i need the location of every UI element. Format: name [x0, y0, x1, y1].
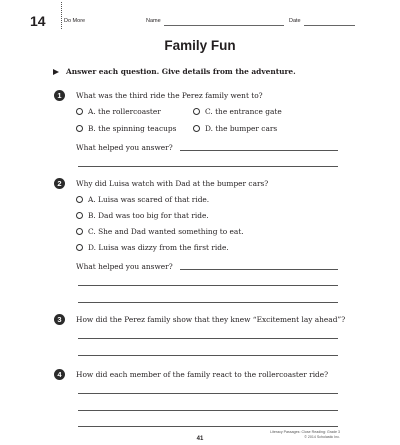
question-3-number: 3	[54, 314, 65, 325]
q1-helped-prompt: What helped you answer?	[76, 143, 173, 152]
question-2-number: 2	[54, 178, 65, 189]
radio-icon[interactable]	[76, 244, 83, 251]
radio-icon[interactable]	[76, 125, 83, 132]
q4-answer-line[interactable]	[78, 426, 338, 427]
instructions-text: Answer each question. Give details from the adventure.	[66, 67, 296, 76]
q3-answer-line[interactable]	[78, 355, 338, 356]
q1-option-d[interactable]: D. the bumper cars	[193, 124, 277, 133]
q1-answer-line[interactable]	[78, 166, 338, 167]
q1-answer-line[interactable]	[180, 150, 338, 151]
question-2-text: Why did Luisa watch with Dad at the bumper cars?	[76, 179, 269, 188]
radio-icon[interactable]	[193, 108, 200, 115]
q2-helped-prompt: What helped you answer?	[76, 262, 173, 271]
q1-option-c[interactable]: C. the entrance gate	[193, 107, 282, 116]
q2-option-b[interactable]: B. Dad was too big for that ride.	[76, 211, 209, 220]
page-number: 14	[30, 13, 46, 29]
instructions	[53, 67, 296, 76]
radio-icon[interactable]	[193, 125, 200, 132]
question-4-number: 4	[54, 369, 65, 380]
radio-icon[interactable]	[76, 196, 83, 203]
question-4-text: How did each member of the family react to the rollercoaster ride?	[76, 370, 329, 379]
q4-answer-line[interactable]	[78, 393, 338, 394]
page-title: Family Fun	[164, 38, 236, 53]
q1-option-a[interactable]: A. the rollercoaster	[76, 107, 161, 116]
date-label: Date	[289, 18, 301, 24]
q2-answer-line[interactable]	[78, 285, 338, 286]
radio-icon[interactable]	[76, 108, 83, 115]
question-3-text: How did the Perez family show that they knew “Excitement lay ahead”?	[76, 315, 346, 324]
date-field[interactable]	[304, 25, 355, 26]
q2-answer-line[interactable]	[180, 269, 338, 270]
q2-answer-line[interactable]	[78, 302, 338, 303]
q4-answer-line[interactable]	[78, 410, 338, 411]
header-divider	[61, 2, 62, 29]
footer-page-number: 41	[196, 436, 204, 442]
name-label: Name	[146, 18, 161, 24]
question-1-number: 1	[54, 90, 65, 101]
arrow-icon	[53, 69, 59, 75]
question-1-text: What was the third ride the Perez family went to?	[76, 91, 263, 100]
q2-option-c[interactable]: C. She and Dad wanted something to eat.	[76, 227, 244, 236]
q3-answer-line[interactable]	[78, 338, 338, 339]
footer-credit: Literacy Passages: Close Reading: Grade 3 © 2014 Scholastic Inc.	[270, 430, 340, 439]
q2-option-a[interactable]: A. Luisa was scared of that ride.	[76, 195, 209, 204]
q2-option-d[interactable]: D. Luisa was dizzy from the first ride.	[76, 243, 229, 252]
section-label: Do More	[64, 18, 86, 24]
q1-option-b[interactable]: B. the spinning teacups	[76, 124, 176, 133]
radio-icon[interactable]	[76, 212, 83, 219]
name-field[interactable]	[164, 25, 284, 26]
radio-icon[interactable]	[76, 228, 83, 235]
